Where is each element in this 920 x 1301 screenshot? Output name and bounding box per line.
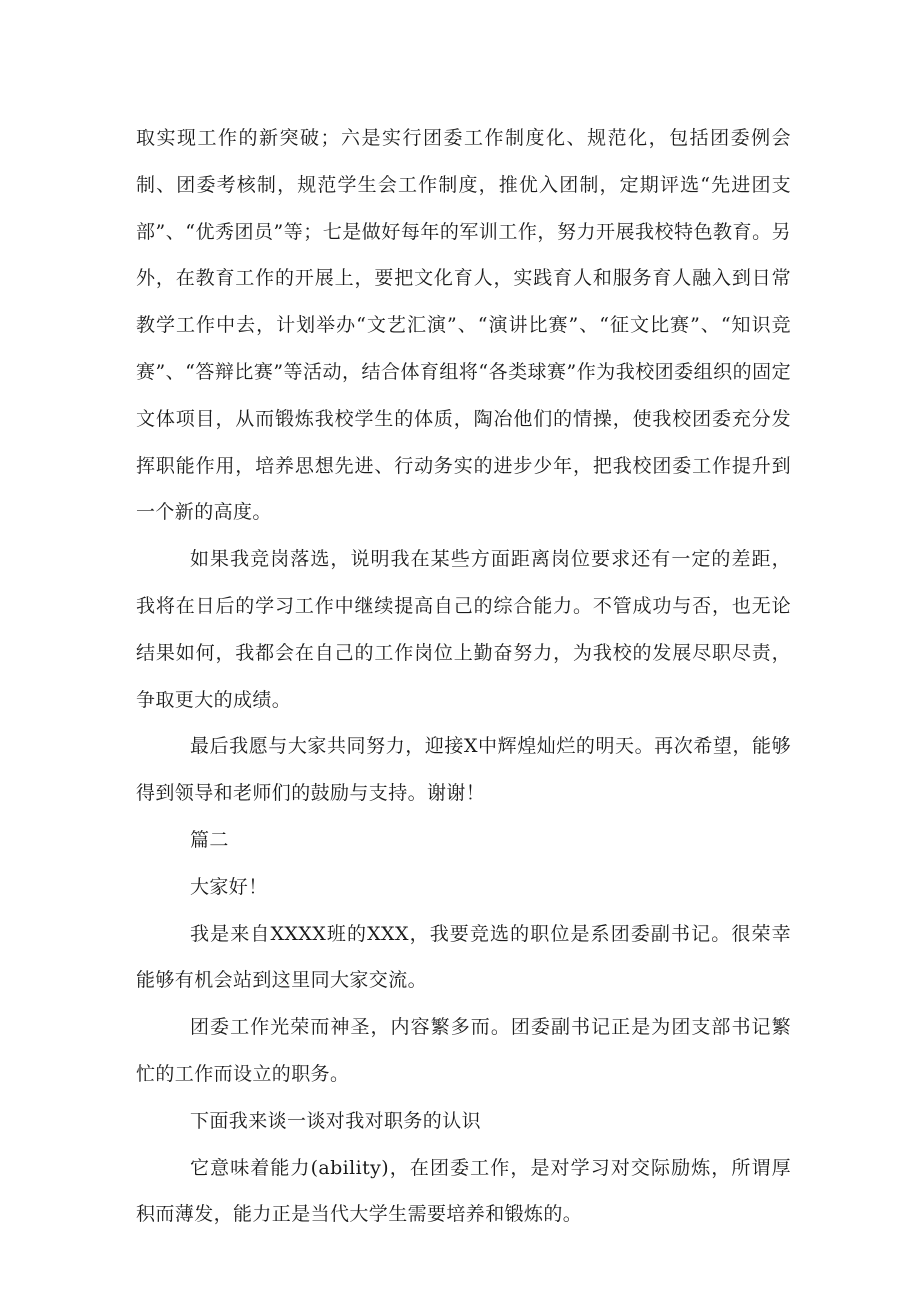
paragraph-greeting: 大家好！ [190, 875, 268, 898]
paragraph-closing: 最后我愿与大家共同努力，迎接X中辉煌灿烂的明天。再次希望，能够得到领导和老师们的鼓励与支持。谢谢！ [136, 735, 791, 805]
document-body [136, 115, 791, 1238]
paragraph-ability: 它意味着能力(ability)，在团委工作，是对学习对交际励炼，所谓厚积而薄发，能力正是当代大学生需要培养和锻炼的。 [136, 1156, 791, 1226]
paragraph-understanding-intro: 下面我来谈一谈对我对职务的认识 [190, 1109, 482, 1132]
section-heading-part-two: 篇二 [190, 828, 229, 851]
paragraph-if-not-selected: 如果我竞岗落选，说明我在某些方面距离岗位要求还有一定的差距，我将在日后的学习工作中继续提高自己的综合能力。不管成功与否，也无论结果如何，我都会在自己的工作岗位上勤奋努力，为我校的发展尽职尽责，争取更大的成绩。 [136, 548, 791, 711]
paragraph-work-plan: 取实现工作的新突破；六是实行团委工作制度化、规范化，包括团委例会制、团委考核制，规范学生会工作制度，推优入团制，定期评选“先进团支部”、“优秀团员”等；七是做好每年的军训工作，努力开展我校特色教育。另外，在教育工作的开展上，要把文化育人，实践育人和服务育人融入到日常教学工作中去，计划举办“文艺汇演”、“演讲比赛”、“征文比赛”、“知识竞赛”、“答辩比赛”等活动，结合体育组将“各类球赛”作为我校团委组织的固定文体项目，从而锻炼我校学生的体质，陶冶他们的情操，使我校团委充分发挥职能作用，培养思想先进、行动务实的进步少年，把我校团委工作提升到一个新的高度。 [136, 127, 791, 524]
paragraph-work-description: 团委工作光荣而神圣，内容繁多而。团委副书记正是为团支部书记繁忙的工作而设立的职务。 [136, 1016, 791, 1085]
paragraph-self-introduction: 我是来自XXXX班的XXX，我要竞选的职位是系团委副书记。很荣幸能够有机会站到这里同大家交流。 [136, 922, 791, 992]
